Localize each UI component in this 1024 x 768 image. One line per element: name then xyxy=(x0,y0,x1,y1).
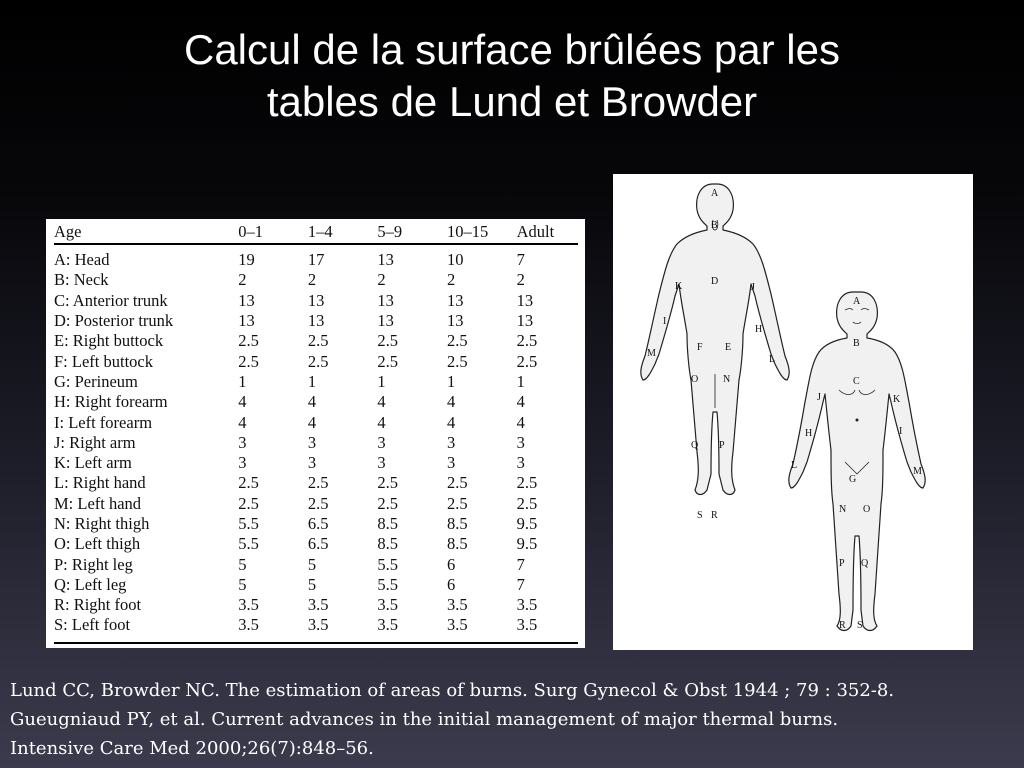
cell-age-1-4: 5 xyxy=(307,554,317,574)
table-row xyxy=(54,351,578,371)
cell-region: L: Right hand xyxy=(54,473,146,493)
front-label: A xyxy=(853,296,861,307)
header-0-1: 0–1 xyxy=(238,221,308,244)
cell-age-0-1: 2 xyxy=(238,270,247,290)
table-row xyxy=(54,244,578,270)
cell-age-10-15: 8.5 xyxy=(447,514,468,533)
cell-age-1-4: 6.5 xyxy=(307,514,329,533)
cell-region: F: Left buttock xyxy=(54,351,153,371)
cell-age-0-1: 3.5 xyxy=(238,595,259,615)
front-label: N xyxy=(839,504,847,515)
cell-age-0-1: 2.5 xyxy=(238,331,259,351)
front-label: R xyxy=(839,620,846,631)
front-label: C xyxy=(853,376,860,387)
cell-age-10-15: 3.5 xyxy=(447,595,468,615)
cell-age-1-4: 13 xyxy=(307,311,325,331)
cell-age-0-1: 2.5 xyxy=(238,473,259,493)
cell-age-0-1: 2.5 xyxy=(238,493,259,513)
cell-region: O: Left thigh xyxy=(54,534,141,554)
cell-region: R: Right foot xyxy=(54,595,142,615)
cell-age-10-15: 4 xyxy=(447,392,456,412)
cell-age-1-4: 17 xyxy=(307,250,325,270)
back-label: B xyxy=(711,220,718,231)
cell-adult: 3 xyxy=(516,432,525,452)
cell-age-0-1: 3 xyxy=(238,432,247,452)
front-label: I xyxy=(899,426,903,437)
cell-region: N: Right thigh xyxy=(54,514,150,533)
cell-age-1-4: 2.5 xyxy=(307,473,329,493)
table-row xyxy=(54,615,578,635)
slide-title xyxy=(0,24,1024,128)
cell-adult: 4 xyxy=(516,392,525,412)
cell-age-5-9: 3 xyxy=(377,453,386,473)
cell-age-5-9: 5.5 xyxy=(377,554,399,574)
cell-region: Q: Left leg xyxy=(54,574,127,594)
cell-age-1-4: 4 xyxy=(307,412,317,432)
cell-adult: 13 xyxy=(516,290,534,310)
cell-age-5-9: 3.5 xyxy=(377,615,399,635)
cell-age-1-4: 3.5 xyxy=(307,595,329,615)
header-5-9: 5–9 xyxy=(377,221,447,244)
cell-region: A: Head xyxy=(54,250,110,270)
cell-adult: 4 xyxy=(516,412,525,432)
citation-line-3: Intensive Care Med 2000;26(7):848–56. xyxy=(10,738,374,759)
cell-region: J: Right arm xyxy=(54,432,136,452)
back-label: N xyxy=(723,374,731,385)
cell-adult: 9.5 xyxy=(516,514,538,533)
slide-title-line-1: Calcul de la surface brûlées par les xyxy=(183,26,840,73)
cell-age-10-15: 8.5 xyxy=(447,534,468,554)
cell-age-5-9: 4 xyxy=(377,412,386,432)
table-row xyxy=(54,534,578,554)
cell-age-10-15: 2 xyxy=(447,270,456,290)
table-row xyxy=(54,412,578,432)
back-label: K xyxy=(675,281,683,292)
front-label: J xyxy=(817,392,821,403)
cell-age-5-9: 2.5 xyxy=(377,331,399,351)
cell-age-1-4: 2.5 xyxy=(307,351,329,371)
lund-browder-table xyxy=(54,221,578,636)
cell-age-1-4: 3.5 xyxy=(307,615,329,635)
cell-region: S: Left foot xyxy=(54,615,131,635)
cell-age-5-9: 4 xyxy=(377,392,386,412)
back-label: F xyxy=(697,342,703,353)
cell-age-10-15: 3 xyxy=(447,453,456,473)
cell-age-1-4: 6.5 xyxy=(307,534,329,554)
table-row xyxy=(54,494,578,514)
cell-adult: 3.5 xyxy=(516,595,538,615)
back-label: O xyxy=(691,374,699,385)
front-label: K xyxy=(893,394,901,405)
front-label: B xyxy=(853,338,860,349)
cell-adult: 7 xyxy=(516,250,525,270)
back-label: E xyxy=(725,342,732,353)
table-header-row xyxy=(54,221,578,244)
table-row xyxy=(54,311,578,331)
body-diagram xyxy=(613,174,973,650)
back-label: D xyxy=(711,276,719,287)
cell-adult: 3 xyxy=(516,453,525,473)
front-label: P xyxy=(839,558,845,569)
table-row xyxy=(54,433,578,453)
cell-adult: 3.5 xyxy=(516,615,538,635)
cell-age-5-9: 2.5 xyxy=(377,473,399,493)
back-label: J xyxy=(751,282,755,293)
cell-age-0-1: 2.5 xyxy=(238,351,259,371)
cell-adult: 2.5 xyxy=(516,331,538,351)
cell-age-1-4: 5 xyxy=(307,574,317,594)
back-label: R xyxy=(711,510,718,521)
citation-line-1: Lund CC, Browder NC. The estimation of areas of burns. Surg Gynecol & Obst 1944 ; 79 : 352-8. xyxy=(10,680,895,701)
cell-age-5-9: 2 xyxy=(377,270,386,290)
back-label: L xyxy=(769,354,776,365)
cell-age-0-1: 5.5 xyxy=(238,514,259,533)
cell-age-1-4: 2 xyxy=(307,270,317,290)
header-age: Age xyxy=(54,221,238,244)
back-label: I xyxy=(663,316,667,327)
front-label: M xyxy=(913,466,922,477)
cell-age-5-9: 1 xyxy=(377,371,386,391)
cell-age-10-15: 4 xyxy=(447,412,456,432)
cell-adult: 7 xyxy=(516,554,525,574)
cell-age-10-15: 1 xyxy=(447,371,456,391)
header-10-15: 10–15 xyxy=(447,221,517,244)
cell-age-10-15: 6 xyxy=(447,554,456,574)
cell-age-10-15: 2.5 xyxy=(447,331,468,351)
cell-adult: 9.5 xyxy=(516,534,538,554)
cell-age-5-9: 3 xyxy=(377,432,386,452)
table-bottom-rule xyxy=(54,642,578,644)
cell-age-0-1: 5 xyxy=(238,574,247,594)
back-label: H xyxy=(755,324,763,335)
table-row xyxy=(54,331,578,351)
cell-age-5-9: 8.5 xyxy=(377,514,399,533)
cell-age-1-4: 2.5 xyxy=(307,493,329,513)
cell-age-5-9: 3.5 xyxy=(377,595,399,615)
cell-age-5-9: 13 xyxy=(377,290,394,310)
cell-age-0-1: 5 xyxy=(238,554,247,574)
citation-line-2: Gueugniaud PY, et al. Current advances in the initial management of major thermal burns. xyxy=(10,709,839,730)
header-adult: Adult xyxy=(517,221,578,244)
cell-age-10-15: 3 xyxy=(447,432,456,452)
table-row xyxy=(54,372,578,392)
cell-age-10-15: 6 xyxy=(447,574,456,594)
cell-age-5-9: 8.5 xyxy=(377,534,399,554)
cell-age-0-1: 5.5 xyxy=(238,534,259,554)
cell-adult: 2 xyxy=(516,270,525,290)
cell-region: C: Anterior trunk xyxy=(54,290,168,310)
cell-age-10-15: 2.5 xyxy=(447,493,468,513)
cell-age-10-15: 2.5 xyxy=(447,351,468,371)
table-row xyxy=(54,291,578,311)
table-row xyxy=(54,270,578,290)
citation-block xyxy=(10,676,1014,763)
cell-age-1-4: 13 xyxy=(307,290,325,310)
front-label: O xyxy=(863,504,871,515)
table-row xyxy=(54,554,578,574)
lund-browder-table-panel xyxy=(46,219,585,648)
front-label: Q xyxy=(861,558,869,569)
cell-age-10-15: 13 xyxy=(447,311,464,331)
cell-age-0-1: 19 xyxy=(238,250,255,270)
cell-age-10-15: 2.5 xyxy=(447,473,468,493)
back-label: A xyxy=(711,188,719,199)
cell-region: G: Perineum xyxy=(54,371,138,391)
table-row xyxy=(54,473,578,493)
front-label: H xyxy=(805,428,813,439)
cell-age-1-4: 4 xyxy=(307,392,317,412)
front-label: S xyxy=(857,620,863,631)
back-label: M xyxy=(647,348,656,359)
back-label: S xyxy=(697,510,703,521)
cell-age-5-9: 2.5 xyxy=(377,351,399,371)
cell-age-5-9: 5.5 xyxy=(377,574,399,594)
cell-age-5-9: 13 xyxy=(377,311,394,331)
cell-region: K: Left arm xyxy=(54,453,132,473)
cell-region: B: Neck xyxy=(54,270,109,290)
cell-age-0-1: 13 xyxy=(238,290,255,310)
cell-age-0-1: 13 xyxy=(238,311,255,331)
table-row xyxy=(54,595,578,615)
cell-region: H: Right forearm xyxy=(54,392,168,412)
cell-region: I: Left forearm xyxy=(54,412,153,432)
table-row xyxy=(54,392,578,412)
cell-adult: 2.5 xyxy=(516,351,538,371)
cell-adult: 2.5 xyxy=(516,493,538,513)
cell-adult: 1 xyxy=(516,371,525,391)
cell-age-0-1: 4 xyxy=(238,412,247,432)
cell-age-0-1: 1 xyxy=(238,371,247,391)
cell-age-1-4: 2.5 xyxy=(307,331,329,351)
cell-age-1-4: 1 xyxy=(307,371,317,391)
cell-age-5-9: 13 xyxy=(377,250,394,270)
cell-adult: 2.5 xyxy=(516,473,538,493)
cell-age-0-1: 3 xyxy=(238,453,247,473)
cell-age-10-15: 10 xyxy=(447,250,464,270)
cell-age-0-1: 3.5 xyxy=(238,615,259,635)
front-label: G xyxy=(849,474,857,485)
slide-title-line-2: tables de Lund et Browder xyxy=(266,78,758,125)
cell-age-10-15: 13 xyxy=(447,290,464,310)
cell-age-1-4: 3 xyxy=(307,432,317,452)
table-body xyxy=(54,244,578,636)
cell-region: M: Left hand xyxy=(54,493,142,513)
back-label: Q xyxy=(691,440,699,451)
cell-age-0-1: 4 xyxy=(238,392,247,412)
cell-age-1-4: 3 xyxy=(307,453,317,473)
front-label: L xyxy=(791,460,798,471)
cell-region: D: Posterior trunk xyxy=(54,311,174,331)
table-row xyxy=(54,575,578,595)
cell-region: P: Right leg xyxy=(54,554,133,574)
cell-adult: 7 xyxy=(516,574,525,594)
table-row xyxy=(54,453,578,473)
cell-age-10-15: 3.5 xyxy=(447,615,468,635)
cell-region: E: Right buttock xyxy=(54,331,164,351)
header-1-4: 1–4 xyxy=(308,221,378,244)
cell-adult: 13 xyxy=(516,311,534,331)
cell-age-5-9: 2.5 xyxy=(377,493,399,513)
body-diagram-panel xyxy=(613,174,973,650)
table-row xyxy=(54,514,578,534)
back-label: P xyxy=(719,440,725,451)
